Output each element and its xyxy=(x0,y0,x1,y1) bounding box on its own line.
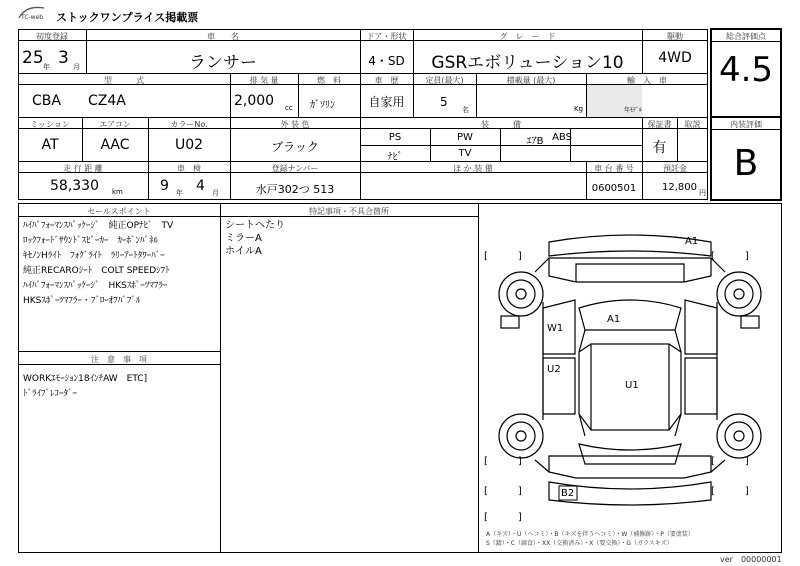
history: 自家用 xyxy=(368,95,405,109)
label-import: 輸 入 車 xyxy=(627,76,667,85)
sales-point-line: ｷｾﾉﾝHﾗｲﾄ ﾌｫｸﾞﾗｲﾄ ﾗﾘｰｱｰﾄﾀﾜｰﾊﾞｰ xyxy=(23,251,165,261)
caution-line: WORKｴﾓｰｼｮﾝ18ｲﾝﾁAW ETC] xyxy=(23,374,148,384)
first-reg-year: 25 xyxy=(22,48,44,68)
legend-line: S（錆）・C（腐食）・XX（交換済み）・X（要交換）・G（ガラスキズ） xyxy=(486,540,673,547)
chassis-number: 0600501 xyxy=(591,183,637,194)
km-unit: km xyxy=(112,188,123,196)
label-other-equip: ほ か 装 備 xyxy=(453,164,493,173)
label-grade: グ レ ー ド xyxy=(499,32,556,41)
special-notes-title: 特記事項・不具合箇所 xyxy=(309,207,389,216)
inspection-month: 4 xyxy=(196,178,205,194)
special-note-line: シートへたり xyxy=(225,220,285,231)
bracket-right: [ ] xyxy=(711,251,749,262)
label-model: 型 式 xyxy=(104,76,144,85)
logo-text: TC-web xyxy=(21,14,44,21)
car-damage-diagram xyxy=(479,204,781,552)
sales-point-line: 純正RECAROｼｰﾄ COLT SPEEDｼﾌﾄ xyxy=(23,266,170,276)
damage-mark: W1 xyxy=(547,323,564,334)
cc-unit: cc xyxy=(285,104,293,112)
interior-score: B xyxy=(733,143,759,184)
label-history: 車 歴 xyxy=(374,76,399,85)
bracket-left: [ ] xyxy=(484,456,522,467)
car-name: ランサー xyxy=(189,53,257,73)
cautions-list xyxy=(23,372,147,402)
sales-points-list xyxy=(23,219,173,309)
tcweb-logo xyxy=(16,4,52,22)
fuel: ｶﾞｿﾘﾝ xyxy=(310,100,335,111)
label-mileage: 走 行 距 離 xyxy=(63,164,103,173)
label-drive: 駆動 xyxy=(667,32,683,41)
damage-mark: U2 xyxy=(547,364,561,375)
legend-line: A（キズ）・U（ヘコミ）・B（キズを伴うヘコミ）・W（補修跡）・P（要塗装） xyxy=(486,531,694,538)
damage-mark: U1 xyxy=(625,380,639,391)
label-warranty: 保証書 xyxy=(647,120,672,129)
kg-unit: Kg xyxy=(574,105,584,113)
color-no: U02 xyxy=(174,137,204,153)
label-aircon: エアコン xyxy=(99,120,131,129)
damage-legend xyxy=(486,530,694,548)
document-title: ストックワンプライス掲載票 xyxy=(56,11,199,24)
label-exterior-color: 外 装 色 xyxy=(280,120,310,129)
damage-mark: A1 xyxy=(607,314,621,325)
label-door-shape: ドア・形状 xyxy=(366,32,407,41)
equip-pw: PW xyxy=(457,132,473,143)
bracket-right: [ ] xyxy=(711,486,749,497)
sales-point-line: ﾛｯｸﾌｫｰﾄﾞｻｳﾝﾄﾞｽﾋﾟｰｶｰ ｶｰﾎﾞﾝﾊﾟﾈﾙ xyxy=(23,236,159,246)
capacity: 5 xyxy=(440,95,448,109)
equip-ps: PS xyxy=(388,132,402,143)
plate-number: 水戸302つ 513 xyxy=(255,183,335,196)
yen-unit: 円 xyxy=(699,189,706,197)
label-max-load: 積載量 (最大) xyxy=(506,76,556,85)
sales-point-line: ﾊｲﾊﾟﾌｫｰﾏﾝｽﾊﾟｯｹｰｼﾞ 純正OPﾅﾋﾞ TV xyxy=(23,221,174,231)
sales-point-line: HKSｽﾎﾟｰﾂﾏﾌﾗｰ・ﾌﾞﾛｰｵﾌﾊﾞﾌﾞﾙ xyxy=(23,296,141,306)
mileage: 58,330 xyxy=(50,178,99,194)
equip-tv: TV xyxy=(458,148,472,159)
damage-mark: A1 xyxy=(685,236,699,247)
label-manual: 取説 xyxy=(684,120,701,129)
door-shape: 4・SD xyxy=(368,54,405,68)
aircon: AAC xyxy=(100,137,130,153)
bracket-left: [ ] xyxy=(484,251,522,262)
warranty: 有 xyxy=(652,140,667,156)
label-car-name: 車 名 xyxy=(207,32,239,41)
month-unit: 月 xyxy=(73,63,80,71)
displacement: 2,000 xyxy=(234,93,275,109)
label-plate: 登録ナンバー xyxy=(271,164,319,173)
model-prefix: CBA xyxy=(32,93,61,109)
label-inspection: 車 検 xyxy=(177,164,201,173)
drive: 4WD xyxy=(658,50,692,66)
interior-score-label: 内装評価 xyxy=(730,120,762,129)
price: 12,800 xyxy=(662,182,697,193)
grade: GSRエボリューション10 xyxy=(431,53,624,73)
equip-airbag: ｴｱB xyxy=(526,136,544,147)
equip-navi: ﾅﾋﾞ xyxy=(387,152,403,163)
bracket-left: [ ] xyxy=(484,486,522,497)
label-price: 預託金 xyxy=(663,164,687,173)
label-mission: ミッション xyxy=(30,120,70,129)
label-displacement: 排 気 量 xyxy=(249,76,279,85)
first-reg-month: 3 xyxy=(58,48,69,68)
inspection-month-unit: 月 xyxy=(212,189,219,197)
special-note-line: ホイルA xyxy=(225,246,262,257)
damage-mark: B2 xyxy=(561,488,575,499)
bracket-left: [ ] xyxy=(484,512,522,523)
inspection-year: 9 xyxy=(160,178,169,194)
label-fuel: 燃 料 xyxy=(317,76,341,85)
label-chassis: 車 台 番 号 xyxy=(594,164,634,173)
version-number: ver 00000001 xyxy=(720,555,782,564)
label-first-reg: 初度登録 xyxy=(36,32,68,41)
overall-score: 4.5 xyxy=(718,50,774,90)
capacity-unit: 名 xyxy=(462,106,469,114)
overall-score-label: 総合評価点 xyxy=(726,32,766,41)
special-note-line: ミラーA xyxy=(225,233,262,244)
label-color-no: カラーNo. xyxy=(170,120,208,129)
sales-points-title: セールスポイント xyxy=(87,207,151,216)
mission: AT xyxy=(41,137,59,153)
year-unit: 年 xyxy=(43,63,50,71)
inspection-year-unit: 年 xyxy=(176,189,183,197)
model-code: CZ4A xyxy=(88,93,126,109)
exterior-color: ブラック xyxy=(271,140,319,154)
model-year-label: 年ﾓﾃﾞﾙ xyxy=(624,107,643,114)
label-equipment: 装 備 xyxy=(481,120,521,129)
special-notes-list xyxy=(225,219,285,258)
equip-abs: ABS xyxy=(552,132,572,143)
sales-point-line: ﾊｲﾊﾟﾌｫｰﾏﾝｽﾊﾟｯｹｰｼﾞ HKSｽﾎﾟｰﾂﾏﾌﾗｰ xyxy=(23,281,168,291)
cautions-title: 注 意 事 項 xyxy=(91,355,147,364)
label-capacity: 定員(最大) xyxy=(425,76,464,85)
caution-line: ﾄﾞﾗｲﾌﾞﾚｺｰﾀﾞｰ xyxy=(23,389,78,399)
bracket-right: [ ] xyxy=(711,456,749,467)
